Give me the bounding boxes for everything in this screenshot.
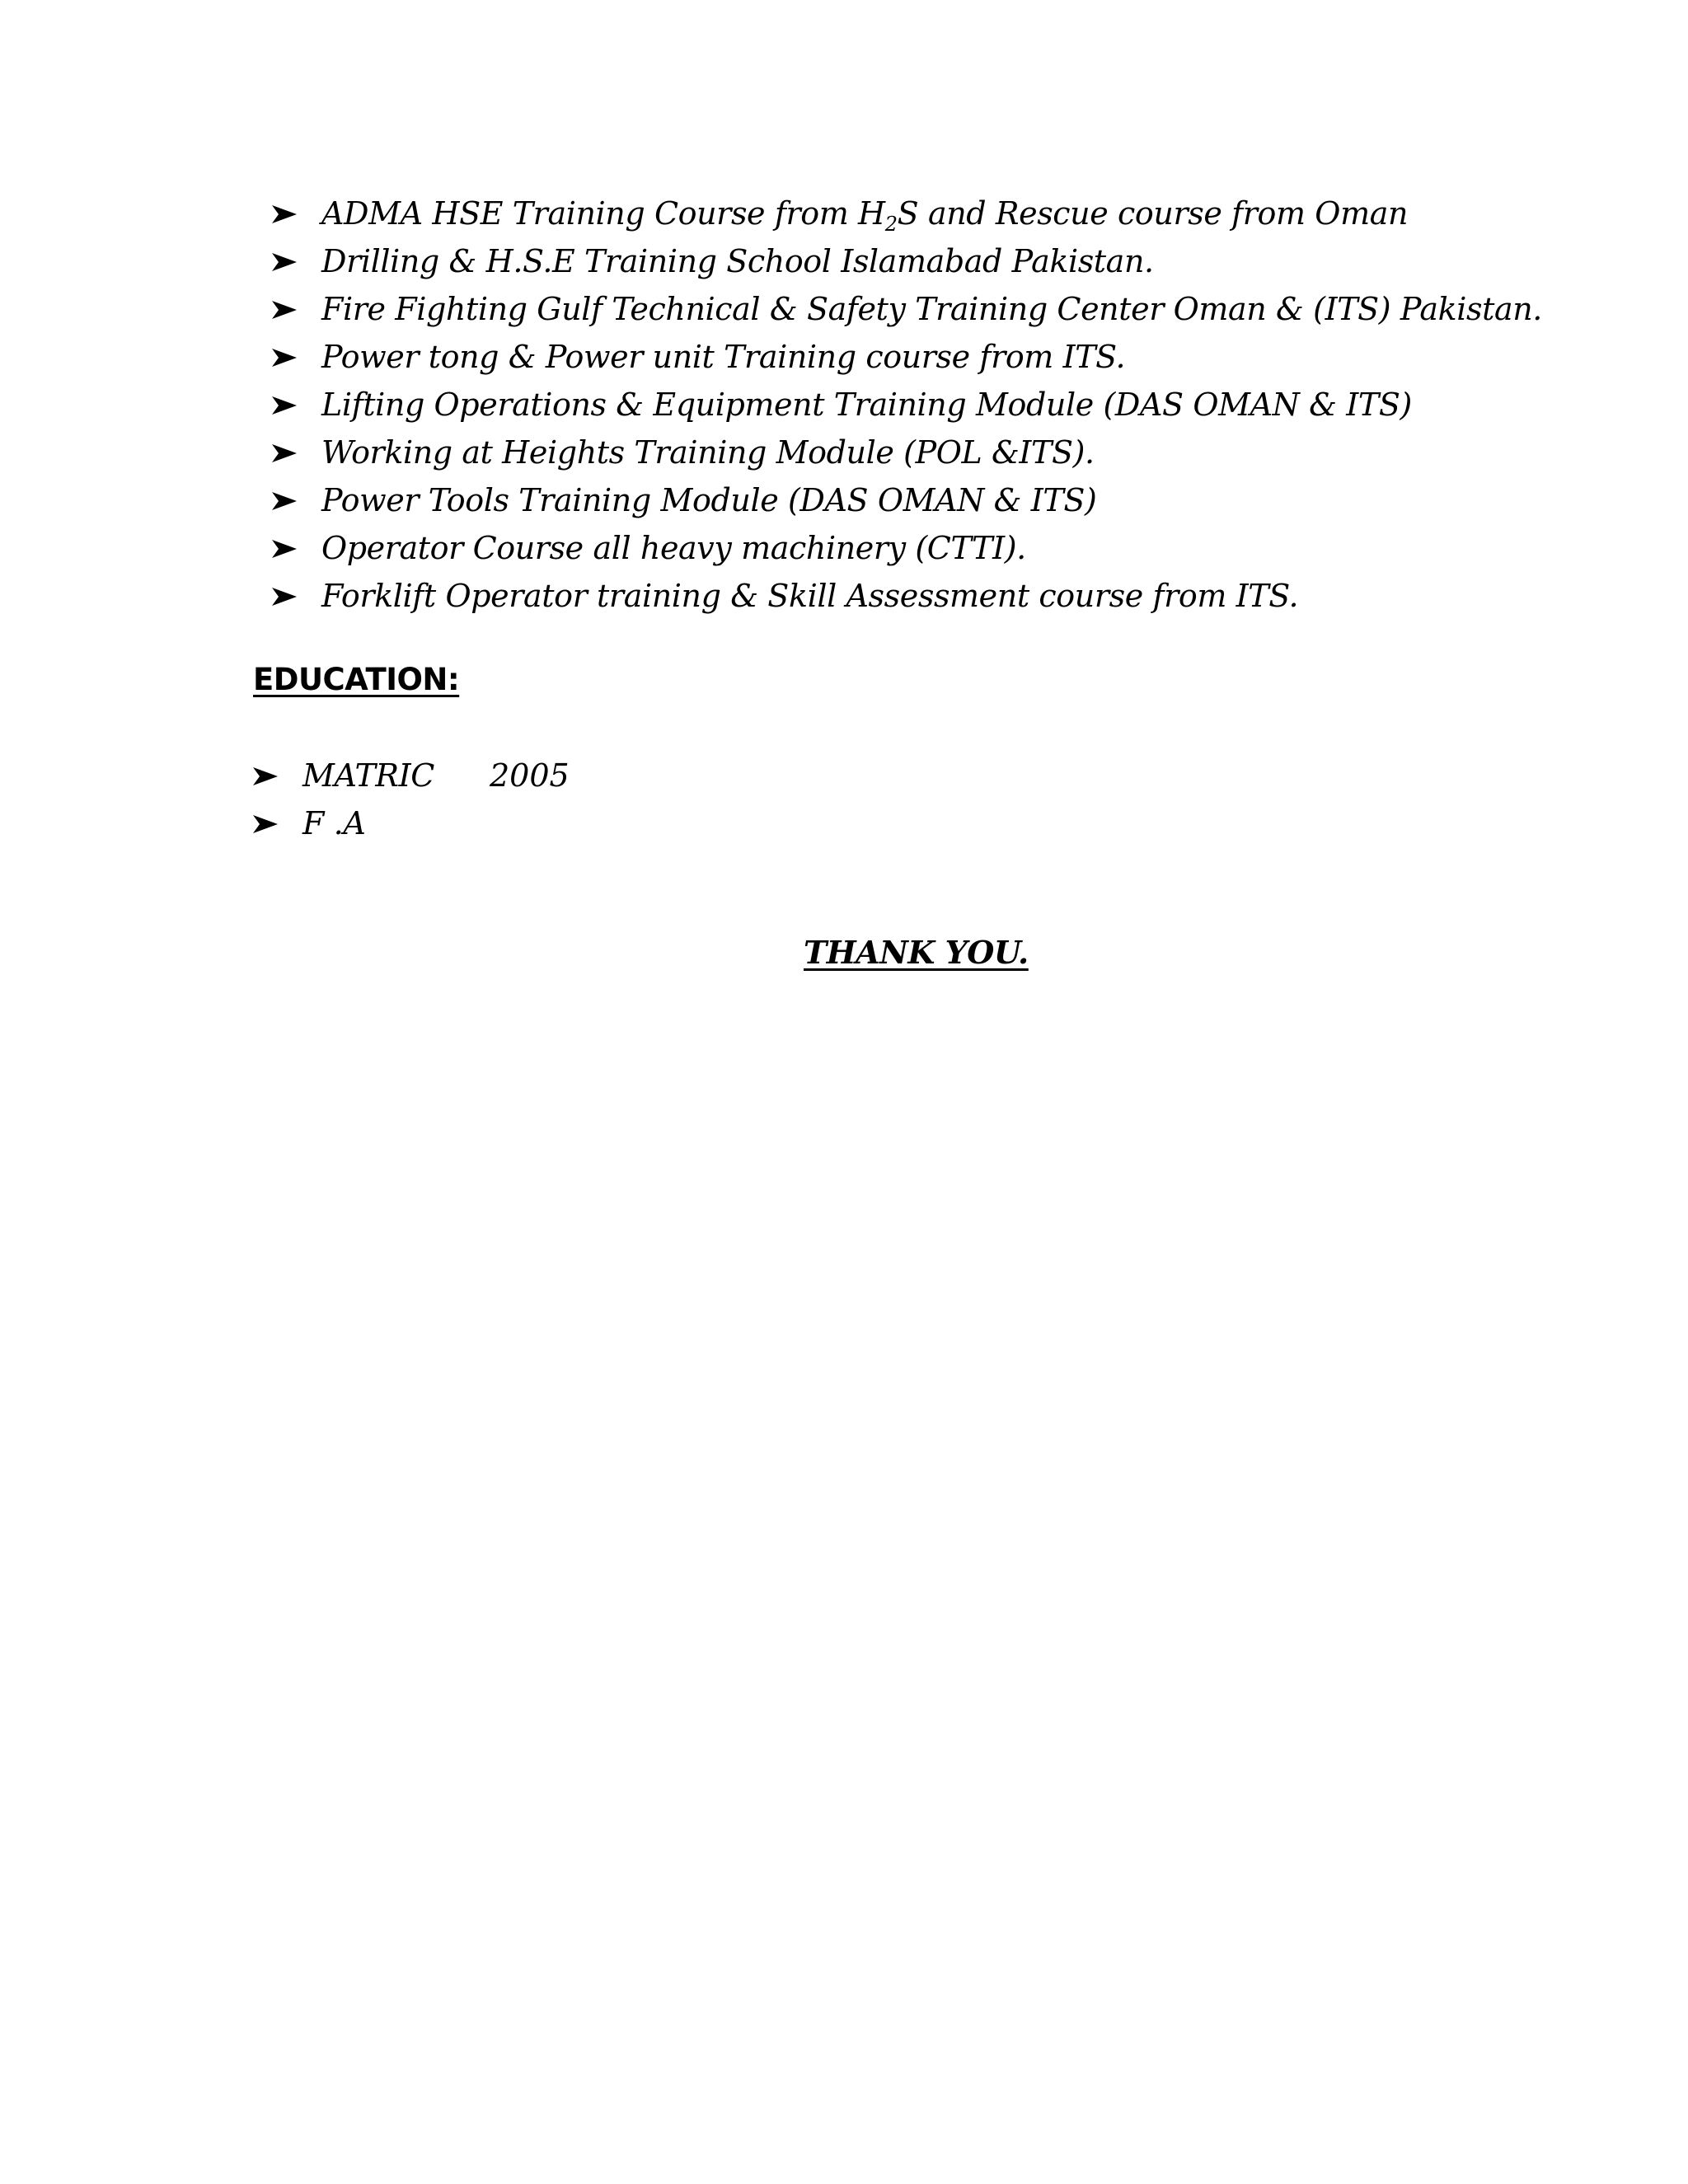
- education-year: 2005: [490, 757, 570, 794]
- arrowhead-bullet-icon: [272, 588, 297, 606]
- arrowhead-bullet-icon: [272, 301, 297, 319]
- arrowhead-bullet-icon: [272, 492, 297, 510]
- education-label: MATRIC: [302, 757, 434, 794]
- closing-text: THANK YOU.: [804, 934, 1029, 971]
- arrowhead-bullet-icon: [272, 205, 297, 223]
- arrowhead-bullet-icon: [272, 253, 297, 271]
- arrowhead-bullet-icon: [272, 444, 297, 462]
- training-item-text: Working at Heights Training Module (POL &ITS).: [321, 434, 1095, 471]
- training-item-text: Lifting Operations & Equipment Training Module (DAS OMAN & ITS): [321, 387, 1412, 423]
- education-heading: EDUCATION:: [253, 662, 460, 697]
- training-item-text: Power tong & Power unit Training course from ITS.: [321, 339, 1126, 375]
- arrowhead-bullet-icon: [272, 396, 297, 415]
- training-item-text: ADMA HSE Training Course from $H_2S$ and Rescue course from Oman: [321, 195, 1409, 236]
- training-item-text: Forklift Operator training & Skill Assessment course from ITS.: [321, 578, 1299, 614]
- training-item-text: Operator Course all heavy machinery (CTTI).: [321, 530, 1026, 566]
- training-item-text: Power Tools Training Module (DAS OMAN & ITS): [321, 482, 1097, 518]
- arrowhead-bullet-icon: [253, 815, 278, 833]
- arrowhead-bullet-icon: [272, 349, 297, 367]
- education-label: F .A: [302, 805, 366, 841]
- training-item-text: Drilling & H.S.E Training School Islamabad Pakistan.: [321, 243, 1154, 279]
- arrowhead-bullet-icon: [253, 767, 278, 785]
- training-item-text: Fire Fighting Gulf Technical & Safety Training Center Oman & (ITS) Pakistan.: [321, 291, 1542, 327]
- arrowhead-bullet-icon: [272, 540, 297, 558]
